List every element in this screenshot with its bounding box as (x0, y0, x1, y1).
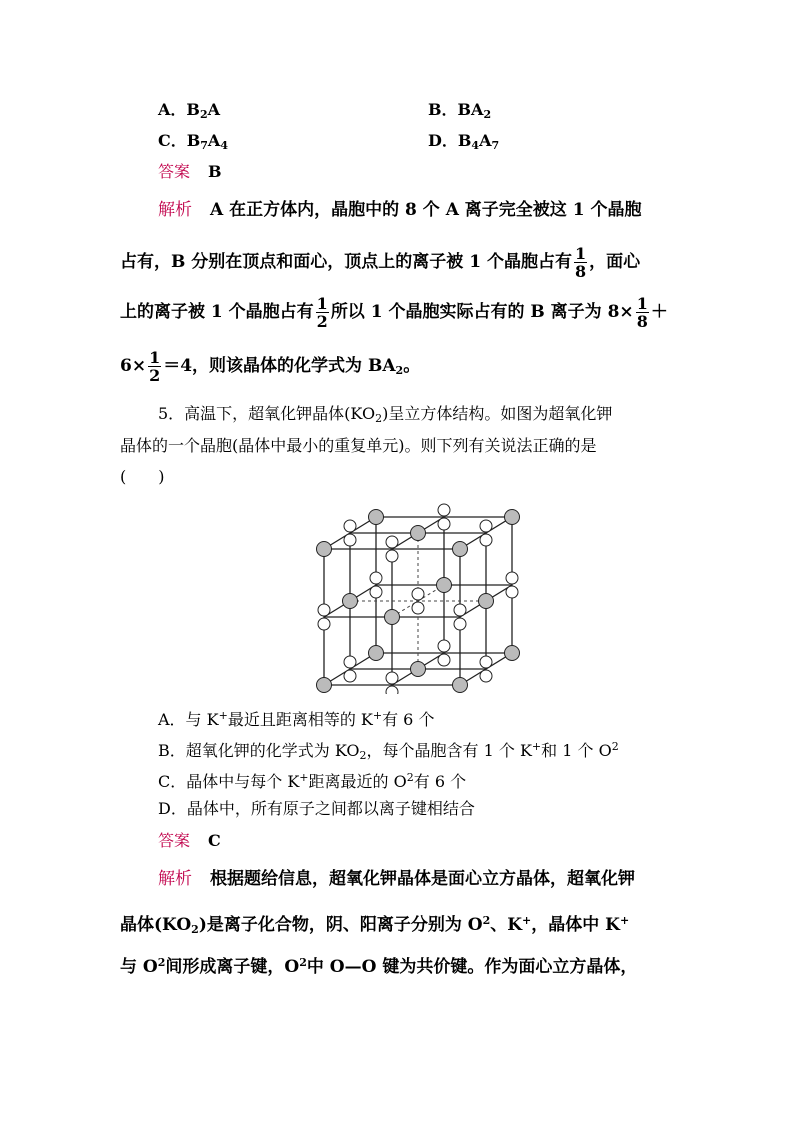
k-ion (437, 578, 452, 593)
o-atom (438, 504, 450, 516)
q4-option-b: B．$BA_2$ (428, 100, 492, 121)
o-atom (344, 534, 356, 546)
q4-option-d: D．$B_4A_7$ (428, 131, 500, 152)
q5-answer: 答案 C (158, 831, 221, 850)
o-atom (506, 572, 518, 584)
o-atom (318, 604, 330, 616)
o-atom (438, 654, 450, 666)
o-atom (386, 550, 398, 562)
k-ion (385, 610, 400, 625)
o-atom (386, 686, 398, 694)
q4-answer: 答案 B (158, 162, 222, 181)
q5-analysis-line-1: 解析 根据题给信息，超氧化钾晶体是面心立方晶体，超氧化钾 (158, 869, 635, 889)
q5-analysis-line-3: 与 $O^2$间形成离子键，$O^2$中 O—O 键为共价键。作为面心立方晶体， (120, 956, 638, 977)
q5-stem-line-3: ( ) (120, 467, 165, 486)
fraction-one-half: $\frac{1}{2}$ (316, 294, 328, 331)
fraction-one-eighth: $\frac{1}{8}$ (574, 244, 587, 281)
o-atom (344, 656, 356, 668)
q5-option-d: D．晶体中，所有原子之间都以离子键相结合 (158, 799, 475, 818)
q5-option-a: A．与 K+最近且距离相等的 K+有 6 个 (158, 709, 435, 729)
q4-analysis-line-2: 占有，B 分别在顶点和面心，顶点上的离子被 1 个晶胞占有 $\frac{1}{8}$ ，面心 (120, 244, 641, 281)
o-atom (480, 670, 492, 682)
q4-option-a: A．$B_2A$ (158, 100, 221, 121)
o-atom (506, 586, 518, 598)
o-atom (412, 588, 424, 600)
o-atom (370, 572, 382, 584)
k-ion (453, 542, 468, 557)
o-atom (344, 670, 356, 682)
fraction-one-half-2: $\frac{1}{2}$ (149, 348, 161, 385)
o-atom (454, 604, 466, 616)
k-ion (505, 510, 520, 525)
q4-analysis-line-1: 解析 A 在正方体内，晶胞中的 8 个 A 离子完全被这 1 个晶胞 (158, 200, 642, 220)
o-atom (386, 672, 398, 684)
k-ion (411, 526, 426, 541)
o-atom (370, 586, 382, 598)
k-ion (343, 594, 358, 609)
crystal-cell-figure (304, 494, 530, 694)
o-atom (480, 520, 492, 532)
q5-option-b: B．超氧化钾的化学式为 $KO_2$，每个晶胞含有 1 个 K+和 1 个 $O^2$ (158, 740, 619, 762)
k-ion (453, 678, 468, 693)
o-atom (438, 518, 450, 530)
q4-option-c: C．$B_7A_4$ (158, 131, 228, 152)
fraction-one-eighth-2: $\frac{1}{8}$ (636, 294, 648, 331)
k-ion (317, 542, 332, 557)
q5-stem-line-1: 5．高温下，超氧化钾晶体$(KO_2)$呈立方体结构。如图为超氧化钾 (158, 404, 613, 425)
o-atom (386, 536, 398, 548)
k-ion (411, 662, 426, 677)
q4-analysis-line-4: 6× $\frac{1}{2}$ ＝4，则该晶体的化学式为 $BA_2$。 (120, 348, 421, 385)
k-ion (505, 646, 520, 661)
k-ion (317, 678, 332, 693)
k-ion (369, 510, 384, 525)
q5-option-c: C．晶体中与每个 K+距离最近的 $O^2$有 6 个 (158, 771, 467, 791)
o-atom (480, 534, 492, 546)
k-ion (369, 646, 384, 661)
o-atom (412, 602, 424, 614)
crystal-cell-icon (304, 494, 530, 694)
o-atom (454, 618, 466, 630)
o-atom (344, 520, 356, 532)
q5-analysis-line-2: 晶体$(KO_2)$是离子化合物，阴、阳离子分别为 $O^2$、K+，晶体中 K+ (120, 914, 630, 936)
o-atom (318, 618, 330, 630)
q5-stem-line-2: 晶体的一个晶胞(晶体中最小的重复单元)。则下列有关说法正确的是 (120, 436, 597, 455)
o-atom (480, 656, 492, 668)
o-atom (438, 640, 450, 652)
q4-analysis-line-3: 上的离子被 1 个晶胞占有 $\frac{1}{2}$ 所以 1 个晶胞实际占有的 B 离子为 8× $\frac{1}{8}$ ＋ (120, 294, 668, 331)
k-ion (479, 594, 494, 609)
